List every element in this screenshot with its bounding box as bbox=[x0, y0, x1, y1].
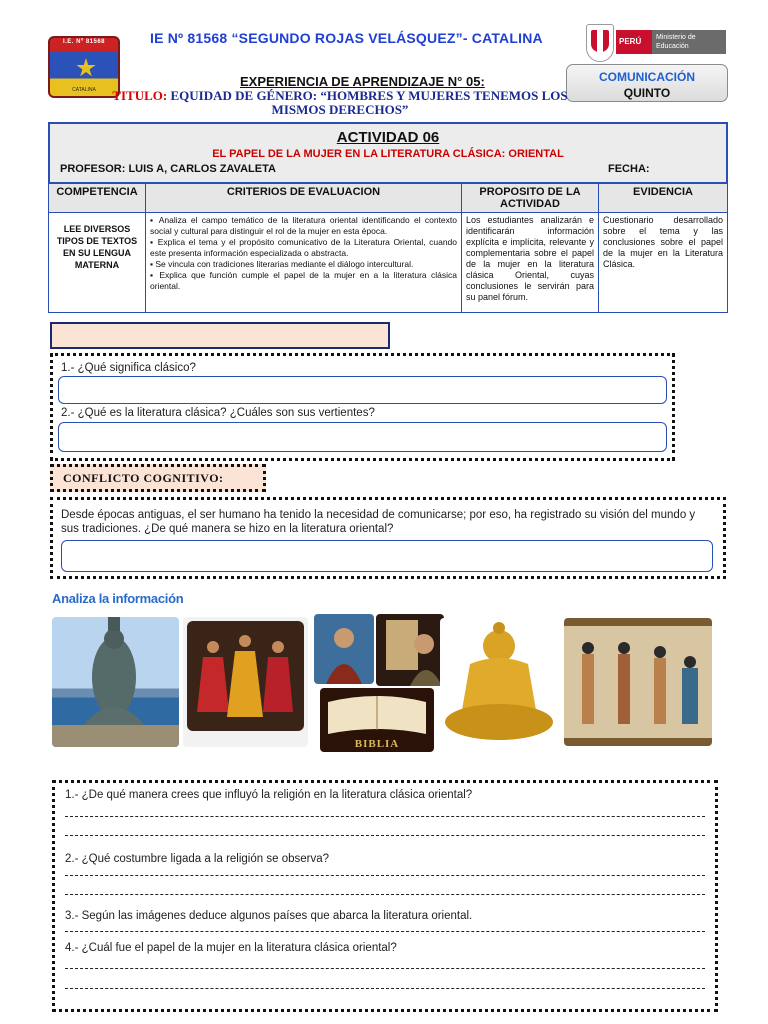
title-label: TITULO: bbox=[112, 88, 168, 103]
question-text: 3.- Según las imágenes deduce algunos países que abarca la literatura oriental. bbox=[65, 910, 473, 922]
bible-image bbox=[320, 688, 434, 752]
criteria-item: ▪ Explica el tema y el propósito comunicativo de la Literatura Oriental, cuando este presenta información especializada o abstracta. bbox=[150, 237, 457, 259]
bible-label: BIBLIA bbox=[354, 738, 400, 750]
answer-line[interactable] bbox=[65, 988, 705, 989]
table-header: EVIDENCIA bbox=[599, 184, 728, 213]
answer-line[interactable] bbox=[65, 968, 705, 969]
scroll-painting-image bbox=[376, 614, 444, 686]
answer-field[interactable] bbox=[58, 422, 667, 452]
table-header: PROPOSITO DE LA ACTIVIDAD bbox=[462, 184, 599, 213]
buddha-icon bbox=[440, 618, 558, 746]
question-text: 2.- ¿Qué costumbre ligada a la religión se observa? bbox=[65, 853, 330, 865]
table-header: CRITERIOS DE EVALUACION bbox=[146, 184, 462, 213]
competency-cell: LEE DIVERSOS TIPOS DE TEXTOS EN SU LENGUA MATERNA bbox=[49, 213, 146, 313]
logo-sub-text: CATALINA bbox=[72, 87, 96, 93]
criteria-item: ▪ Se vincula con tradiciones literarias mediante el diálogo intercultural. bbox=[150, 259, 457, 270]
table-header-row bbox=[49, 184, 728, 213]
dancers-image bbox=[183, 617, 308, 747]
grade-label: QUINTO bbox=[623, 86, 671, 100]
shiva-statue-image bbox=[52, 617, 179, 747]
table-header: COMPETENCIA bbox=[49, 184, 146, 213]
criteria-item: ▪ Analiza el campo temático de la literatura oriental identificando el contexto social y cultural para distinguir el rol de la mujer en esta época. bbox=[150, 215, 457, 237]
evidence-cell: Cuestionario desarrollado sobre el tema y las conclusiones sobre el papel de la mujer en la Literatura Clásica. bbox=[599, 213, 728, 313]
question-text: 1.- ¿De qué manera crees que influyó la religión en la literatura clásica oriental? bbox=[65, 789, 473, 801]
shiva-statue-icon bbox=[52, 617, 179, 747]
egyptian-mural-image bbox=[564, 618, 712, 746]
table-row bbox=[49, 213, 728, 313]
page-title bbox=[110, 89, 570, 117]
criteria-cell bbox=[146, 213, 462, 313]
logo-band-text: I.E. Nº 81568 bbox=[62, 39, 106, 45]
dancers-icon bbox=[183, 617, 308, 747]
activity-box bbox=[48, 122, 728, 184]
question-text: 1.- ¿Qué significa clásico? bbox=[61, 362, 196, 374]
answer-line[interactable] bbox=[65, 835, 705, 836]
final-questions-box bbox=[52, 780, 718, 1012]
school-name: IE Nº 81568 “SEGUNDO ROJAS VELÁSQUEZ”- CATALINA bbox=[150, 30, 543, 46]
area-badge bbox=[566, 64, 728, 102]
ministry-country: PERÚ bbox=[616, 30, 652, 54]
prophet-icon bbox=[314, 614, 374, 684]
coat-of-arms-icon bbox=[586, 24, 614, 62]
question-text: 4.- ¿Cuál fue el papel de la mujer en la literatura clásica oriental? bbox=[65, 942, 397, 954]
criteria-item: ▪ Explica que función cumple el papel de la mujer en a la literatura clásica oriental. bbox=[150, 270, 457, 292]
activity-subtitle: EL PAPEL DE LA MUJER EN LA LITERATURA CLÁSICA: ORIENTAL bbox=[212, 148, 564, 160]
egyptian-mural-icon bbox=[564, 618, 712, 746]
scroll-icon bbox=[376, 614, 444, 686]
section-banner bbox=[50, 322, 390, 349]
purpose-cell: Los estudiantes analizarán e identificarán información explícita e implícita, relevante y complementaria sobre el papel de la mujer en la literatura clásica Oriental, cuyas conclusiones le servirán para su panel fórum. bbox=[462, 213, 599, 313]
answer-line[interactable] bbox=[65, 894, 705, 895]
conflict-box bbox=[50, 497, 726, 579]
date-label: FECHA: bbox=[608, 163, 650, 175]
buddha-image bbox=[440, 618, 558, 746]
answer-field[interactable] bbox=[58, 376, 667, 404]
title-text: EQUIDAD DE GÉNERO: “HOMBRES Y MUJERES TENEMOS LOS MISMOS DERECHOS” bbox=[170, 88, 568, 117]
ministry-name: Ministerio de Educación bbox=[652, 30, 726, 54]
conflict-label: CONFLICTO COGNITIVO: bbox=[50, 464, 266, 492]
answer-line[interactable] bbox=[65, 875, 705, 876]
competency-table bbox=[48, 183, 728, 313]
area-label: COMUNICACIÓN bbox=[599, 70, 695, 84]
ministry-logo bbox=[586, 24, 726, 62]
analysis-heading: Analiza la información bbox=[52, 591, 184, 606]
experience-heading: EXPERIENCIA DE APRENDIZAJE N° 05: bbox=[240, 74, 485, 89]
question-text: 2.- ¿Qué es la literatura clásica? ¿Cuáles son sus vertientes? bbox=[61, 407, 375, 419]
prophet-painting-image bbox=[314, 614, 374, 684]
prior-questions-box bbox=[50, 353, 675, 461]
answer-field[interactable] bbox=[61, 540, 713, 572]
teacher-name: PROFESOR: LUIS A, CARLOS ZAVALETA bbox=[60, 163, 276, 175]
conflict-text: Desde épocas antiguas, el ser humano ha tenido la necesidad de comunicarse; por eso, ha registrado su visión del mundo y sus tradiciones. ¿De qué manera se hizo en la literatura oriental? bbox=[61, 509, 696, 535]
answer-line[interactable] bbox=[65, 931, 705, 932]
logo-star-icon bbox=[76, 58, 96, 78]
activity-title: ACTIVIDAD 06 bbox=[336, 129, 440, 146]
answer-line[interactable] bbox=[65, 816, 705, 817]
